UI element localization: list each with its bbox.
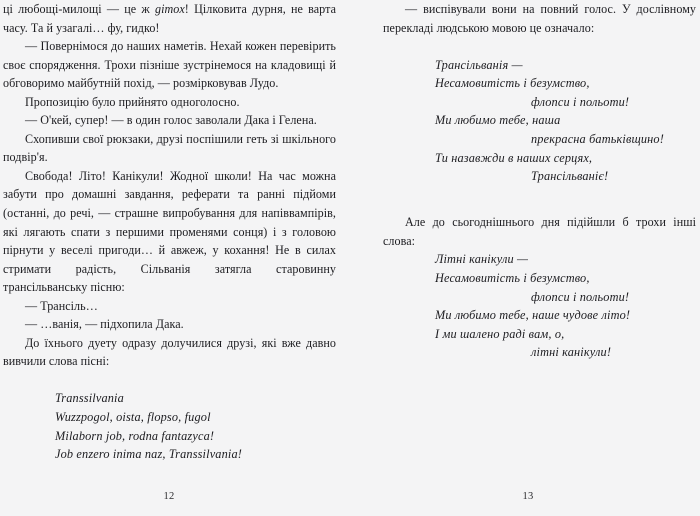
verse-line: літні канікули! [531, 345, 612, 360]
verse-line: Transsilvania [55, 391, 124, 406]
paragraph-run: ! Цілковита дурня, не варта часу. Та й узагалі… фу, гидко! [3, 2, 336, 35]
verse-line: Ми любимо тебе, наша [435, 113, 561, 128]
verse-spacer [383, 186, 696, 205]
foreign-word-italic: gimox [154, 2, 185, 16]
paragraph: Але до сьогоднішнього дня підійшли б трохи інші слова: [383, 215, 696, 248]
verse-line: Milaborn job, rodna fantazyca! [55, 428, 215, 443]
paragraph: Пропозицію було прийнято одноголосно. [25, 94, 240, 109]
verse-line: Job enzero inima naz, Transsilvania! [55, 447, 243, 462]
paragraph: Схопивши свої рюкзаки, друзі поспішили геть зі шкільного подвір'я. [3, 131, 336, 165]
verse-line: Ми любимо тебе, наше чудове літо! [435, 308, 631, 323]
verse-line: Трансільваніє! [531, 169, 609, 184]
paragraph: — виспівували вони на повний голос. У дослівному перекладі людською мовою це означало: [383, 2, 696, 35]
verse-block-transilvania-ua [383, 56, 696, 186]
verse-line: Літні канікули — [435, 252, 529, 267]
paragraph-run: ці любощі-милощі — це ж [3, 2, 155, 16]
verse-spacer [383, 204, 696, 213]
verse-block-transsilvania [3, 389, 336, 463]
paragraph: — Трансіль… [25, 298, 98, 313]
verse-spacer [383, 37, 696, 56]
verse-block-summer-holidays [383, 250, 696, 362]
verse-spacer [3, 371, 336, 390]
paragraph [3, 0, 336, 37]
paragraph: — О'кей, супер! — в один голос заволали Дака і Гелена. [25, 113, 317, 128]
verse-line: І ми шалено раді вам, о, [435, 326, 565, 341]
verse-line: флопси і польоти! [531, 289, 630, 304]
left-page-text-block [3, 0, 336, 464]
page-number-left: 12 [163, 491, 175, 502]
paragraph: До їхнього дуету одразу долучилися друзі, які вже давно вивчили слова пісні: [3, 335, 336, 369]
verse-line: Ти назавжди в наших серцях, [435, 150, 593, 165]
paragraph: Свобода! Літо! Канікули! Жодної школи! На час можна забути про домашні завдання, реферати та ранні підйоми (останні, до речі, — страшне випробування для напіввампірів, які лягають спати з першими променями сонця) і з головою пірнути у веселі пригоди… й авжеж, у кохання! Не в силах стримати радість, Сільванія затягла старовинну трансільванську пісню: [3, 168, 336, 295]
verse-line: прекрасна батьківщино! [531, 131, 664, 146]
verse-line: Трансільванія — [435, 57, 523, 72]
paragraph: — …ванія, — підхопила Дака. [25, 317, 184, 332]
verse-line: Несамовитість і безумство, [435, 270, 590, 285]
page-number-right: 13 [522, 491, 534, 502]
paragraph: — Повернімося до наших наметів. Нехай кожен перевірить своє спорядження. Трохи пізніше зустрінемося на кладовищі й обговоримо майбутній похід, — розмірковував Лудо. [3, 39, 336, 91]
verse-line: флопси і польоти! [531, 94, 630, 109]
verse-line: Несамовитість і безумство, [435, 76, 590, 91]
page-right [350, 0, 700, 516]
verse-line: Wuzzpogol, oista, flopso, fugol [55, 410, 211, 425]
right-page-text-block [383, 0, 696, 362]
